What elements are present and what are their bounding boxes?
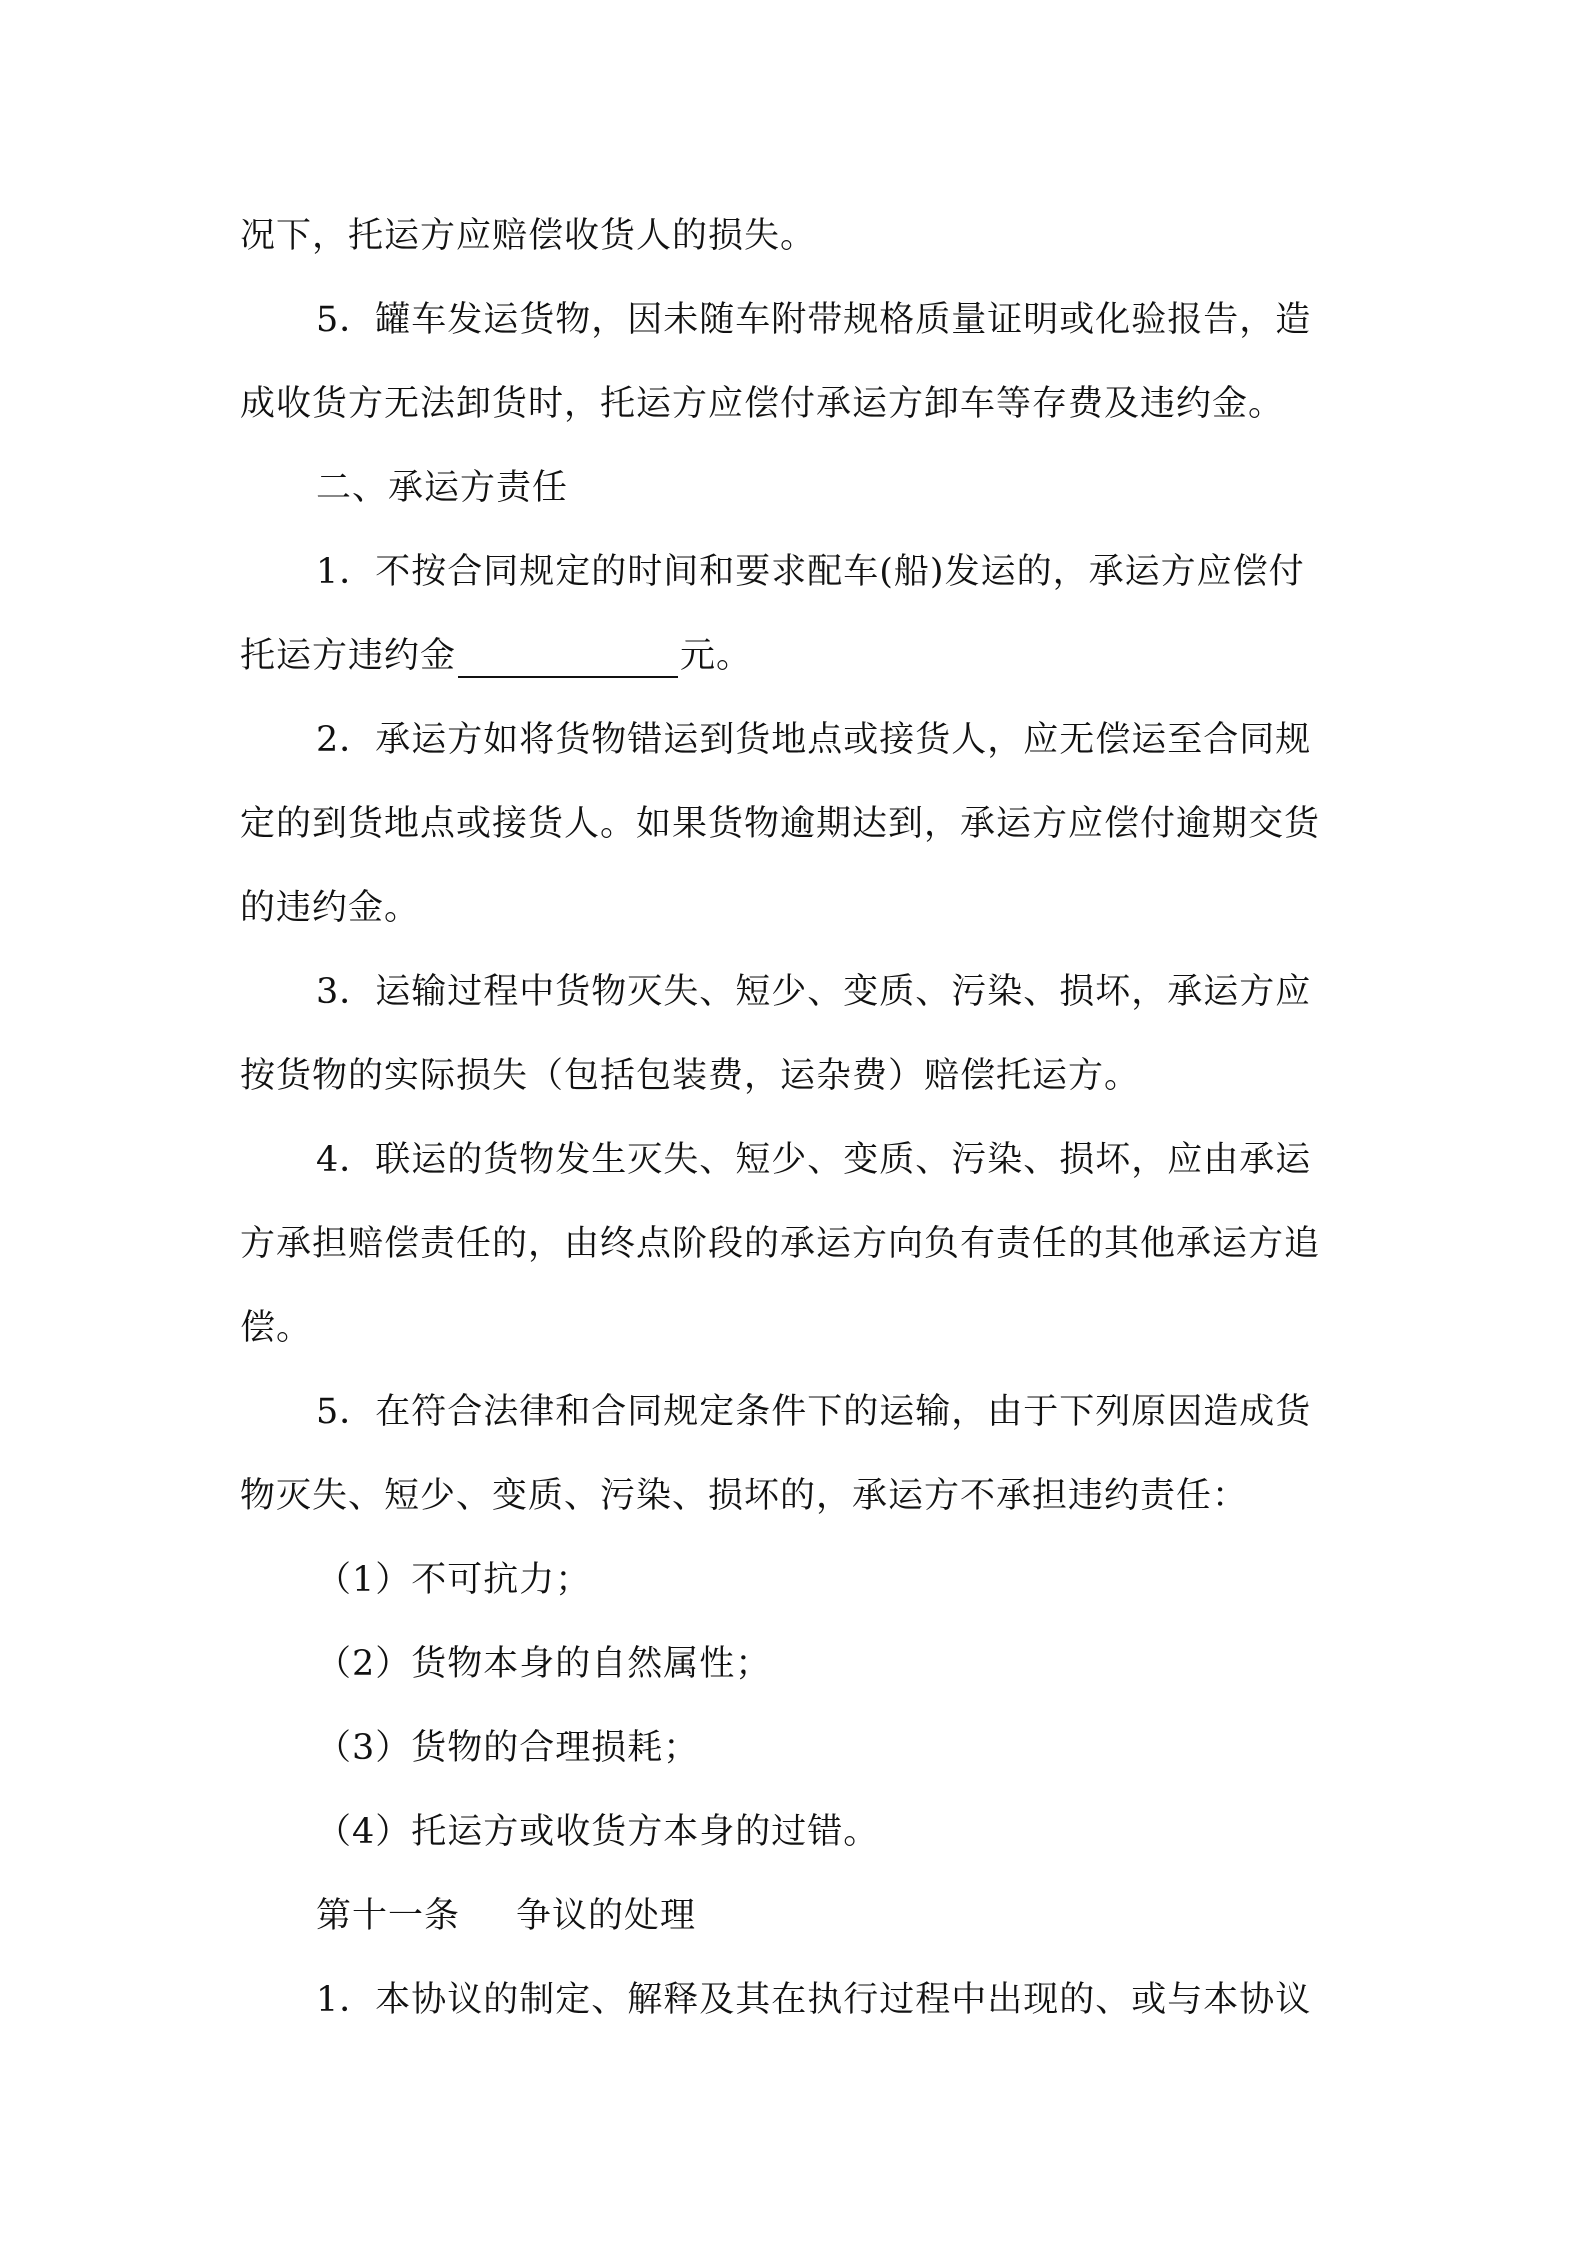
text-line-with-blank <box>240 634 752 678</box>
text-segment: 托运方违约金 <box>240 636 457 676</box>
text-line: 按货物的实际损失（包括包装费，运杂费）赔偿托运方。 <box>240 1056 1141 1096</box>
article-title: 争议的处理 <box>516 1896 697 1936</box>
article-number: 第十一条 <box>316 1896 461 1936</box>
section-heading: 二、承运方责任 <box>316 468 569 508</box>
text-line: 况下，托运方应赔偿收货人的损失。 <box>240 216 817 256</box>
text-line: 3．运输过程中货物灭失、短少、变质、污染、损坏，承运方应 <box>316 972 1312 1012</box>
text-line: 物灭失、短少、变质、污染、损坏的，承运方不承担违约责任： <box>240 1476 1249 1516</box>
text-line: 方承担赔偿责任的，由终点阶段的承运方向负有责任的其他承运方追 <box>240 1224 1321 1264</box>
text-line: 成收货方无法卸货时，托运方应偿付承运方卸车等存费及违约金。 <box>240 384 1285 424</box>
list-item: （2）货物本身的自然属性； <box>316 1644 772 1684</box>
list-item: （1）不可抗力； <box>316 1560 592 1600</box>
article-heading <box>316 1894 696 1938</box>
list-item: （3）货物的合理损耗； <box>316 1728 700 1768</box>
text-line: 定的到货地点或接货人。如果货物逾期达到，承运方应偿付逾期交货 <box>240 804 1321 844</box>
text-segment: 元。 <box>680 636 753 676</box>
text-line: 的违约金。 <box>240 888 421 928</box>
text-line: 4．联运的货物发生灭失、短少、变质、污染、损坏，应由承运 <box>316 1140 1312 1180</box>
text-line: 1．不按合同规定的时间和要求配车(船)发运的，承运方应偿付 <box>316 552 1305 592</box>
text-line: 5．在符合法律和合同规定条件下的运输，由于下列原因造成货 <box>316 1392 1312 1432</box>
list-item: （4）托运方或收货方本身的过错。 <box>316 1812 880 1852</box>
text-line: 2．承运方如将货物错运到货地点或接货人，应无偿运至合同规 <box>316 720 1312 760</box>
text-line: 5．罐车发运货物，因未随车附带规格质量证明或化验报告，造 <box>316 300 1312 340</box>
fill-in-blank <box>458 640 678 678</box>
text-line: 1．本协议的制定、解释及其在执行过程中出现的、或与本协议 <box>316 1980 1312 2020</box>
text-line: 偿。 <box>240 1308 313 1348</box>
